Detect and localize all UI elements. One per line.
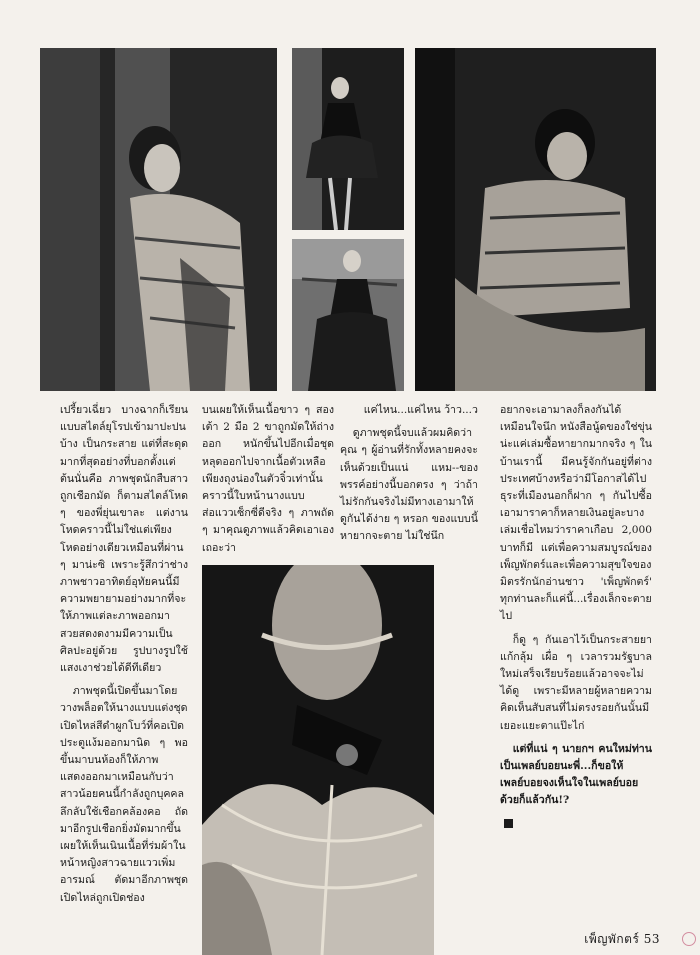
photo-top-middle	[292, 48, 404, 230]
text-column-4	[500, 402, 652, 833]
photo-top-left	[40, 48, 277, 391]
paragraph: เปรี้ยวเฉี่ยว บางฉากก็เรียนแบบสไตล์ยุโรปเข้ามาปะปนบ้าง เป็นกระสาย แต่ที่สะดุดมากที่สุดอย่างที่บอกตั้งแต่ต้นนั่นคือ ภาพชุดนักสืบสาวถูกเชือกมัด ก็ตามสไตล์โหด ๆ ของพี่ยุ่นเขาละ แต่งานโหดคราวนี้ไม่ใช่แต่เพียงโหดอย่างเดียวเหมือนที่ผ่าน ๆ มาน่ะซิ เพราะรู้สึกว่าช่างภาพชาวอาทิตย์อุทัยคนนี้มีความพยายามอย่างมากที่จะให้ภาพแต่ละภาพออกมาสวยสดงดงามมีความเป็นศิลปะอยู่ด้วย รูปบางรูปใช้แสงเงาช่วยได้ดีทีเดียว	[60, 404, 188, 675]
page-footer	[584, 930, 660, 949]
page-number: 53	[643, 932, 660, 946]
end-mark	[504, 819, 513, 828]
paragraph: แค่ไหน...แค่ไหน ว้าว...ว	[363, 404, 478, 416]
photo-top-right	[415, 48, 656, 391]
library-stamp-icon	[682, 932, 696, 946]
paragraph: ภาพชุดนี้เปิดขึ้นมาโดยวางพล็อตให้นางแบบแต่งชุดเปิดไหล่สีดำผูกโบว์ที่คอเปิดประตูแง้มออกมานิด ๆ พอขึ้นมาบนห้องก็ให้ภาพแสดงออกมาเหมือนกับว่าสาวน้อยคนนี้กำลังถูกบุคคลลึกลับใช้เชือกคล้องคอ ถัดมาอีกรูปเชือกยิ่งมัดมากขึ้นเผยให้เห็นเนินเนื้อที่ร่มผ้าในหน้าหญิงสาวฉายแววเพิ่มอารมณ์ ตัดมาอีกภาพชุดเปิดไหล่ถูกเปิดช่อง	[60, 685, 188, 904]
text-column-1	[60, 402, 188, 907]
text-column-2	[202, 402, 334, 557]
photo-bottom-center	[202, 565, 434, 955]
photo-middle-small	[292, 239, 404, 391]
text-column-3	[340, 402, 478, 546]
closing-paragraph	[500, 741, 652, 810]
paragraph: ดูภาพชุดนี้จบแล้วผมคิดว่าคุณ ๆ ผู้อ่านที่รักทั้งหลายคงจะเห็นด้วยเป็นแน่ แหม--ของพรรค์อย่างนี้บอกตรง ๆ ว่าถ้าไม่รักกันจริงไม่มีทางเอามาให้ดูกันได้ง่าย ๆ หรอก ของแบบนี้หายากจะตาย ไม่ใช่นึก	[340, 427, 478, 543]
paragraph: บนเผยให้เห็นเนื้อขาว ๆ สองเต้า 2 มือ 2 ขาถูกมัดให้ถ่างออก หนักขึ้นไปอีกเมื่อชุดหลุดออกไปจากเนื้อตัวเหลือเพียงถุงน่องในตัวจิ๋วเท่านั้น คราวนี้ใบหน้านางแบบส่อแววเซ็กซี่ดีจริง ๆ ภาพถัด ๆ มาคุณดูภาพแล้วคิดเอาเองเถอะว่า	[202, 404, 334, 554]
paragraph: ก็ดู ๆ กันเอาไว้เป็นกระสายยาแก้กลุ้ม เผื่อ ๆ เวลารวมรัฐบาลใหม่เสร็จเรียบร้อยแล้วอาจจะไม่ได้ดู เพราะมีหลายผู้หลายความคิดเห็นสับสนที่ไม่ตรงรอยกันนั้นมีเยอะแยะตาแป๊ะไก่	[500, 633, 652, 732]
paragraph: อยากจะเอามาลงก็ลงกันได้เหมือนใจนึก หนังสือนู้ดของใช่ขุ่นน่ะแค่เล่มซื้อหายากมากจริง ๆ ในบ้านเรานี้ มีคนรู้จักกันอยู่ที่ต่างประเทศบ้างหรือว่ามีโอกาสได้ไปธุระที่เมืองนอกก็ฝาก ๆ กันไปซื้อเอามาราคาก็หลายเงินอยู่ละบางเล่มเชื่อไหมว่าราคาเกือบ 2,000 บาทก็มี แต่เพื่อความสมบูรณ์ของเพ็ญพักตร์และเพื่อความสุขใจของมิตรรักนักอ่านชาว 'เพ็ญพักตร์' ทุกท่านละก็แค่นี้...เรื่องเล็กจะตายไป	[500, 404, 652, 623]
closing-text: แต่ที่แน่ ๆ นายกฯ คนใหม่ท่านเป็นเพลย์บอยนะพี่...ก็ขอให้เพลย์บอยจงเห็นใจในเพลย์บอยด้วยก็แล้วกัน!?	[500, 742, 652, 807]
magazine-name: เพ็ญพักตร์	[584, 932, 640, 946]
